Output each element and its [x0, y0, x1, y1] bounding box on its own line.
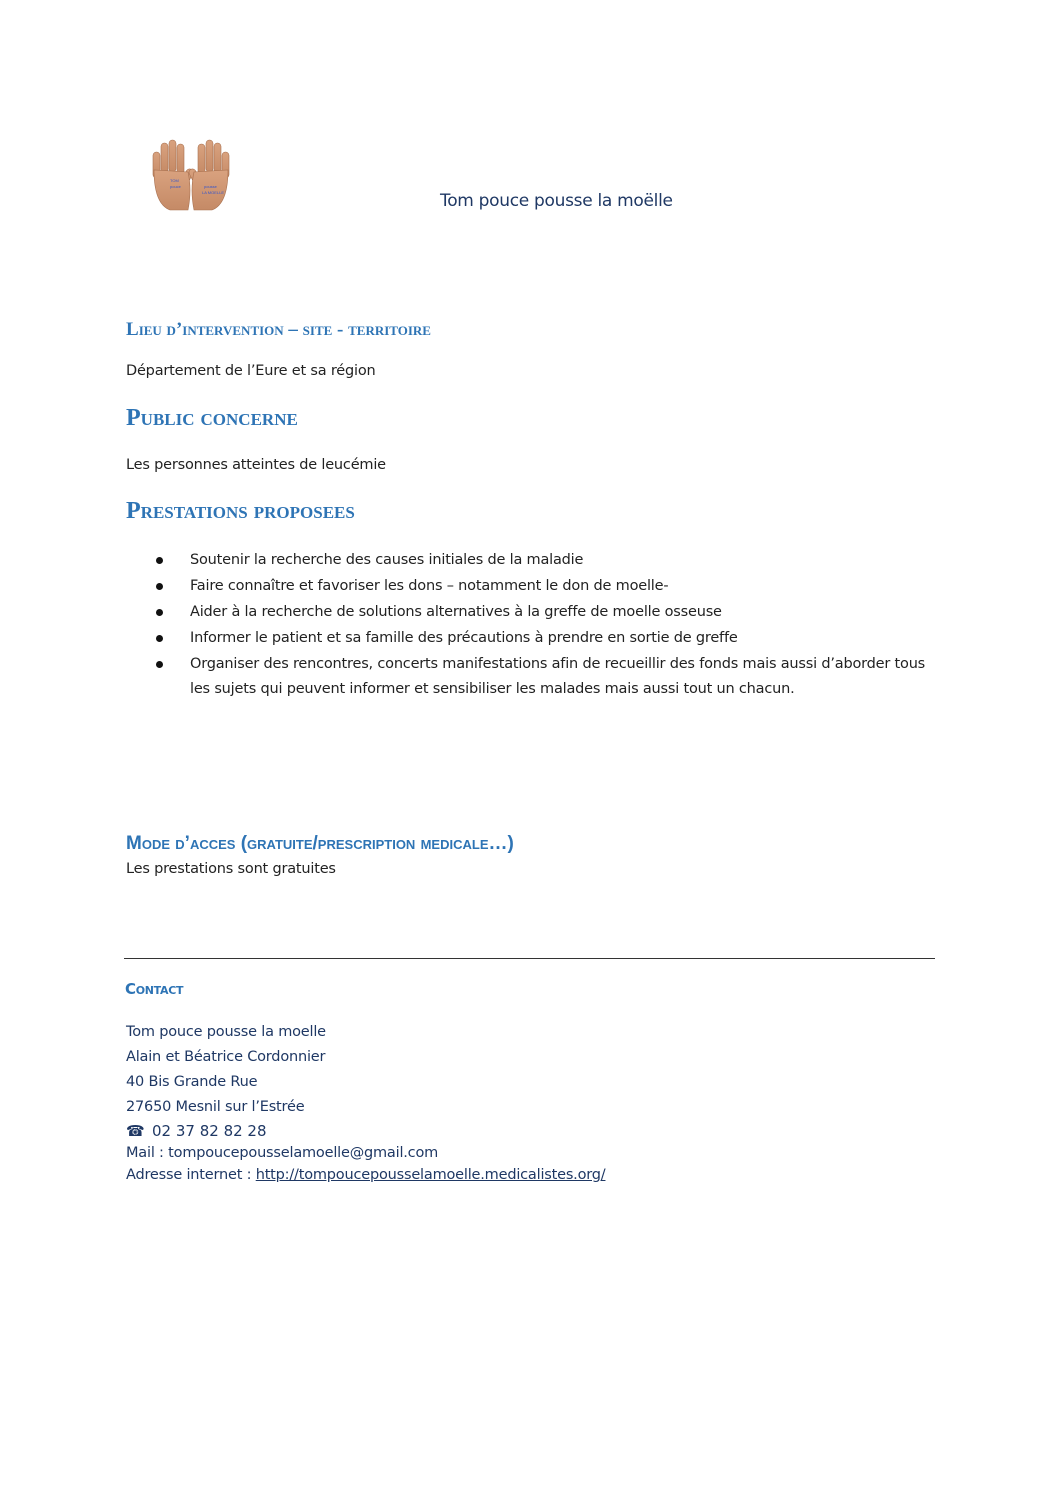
bullet-icon — [156, 635, 163, 642]
list-item: Aider à la recherche de solutions alternatives à la greffe de moelle osseuse — [126, 600, 946, 625]
hands-logo-icon — [150, 138, 232, 212]
contact-mail[interactable]: Mail : tompoucepousselamoelle@gmail.com — [126, 1145, 439, 1161]
website-label: Adresse internet : — [126, 1167, 256, 1183]
bullet-icon — [156, 661, 163, 668]
contact-website — [126, 1167, 605, 1183]
list-item: Soutenir la recherche des causes initiales de la maladie — [126, 548, 946, 573]
contact-street: 40 Bis Grande Rue — [126, 1074, 258, 1090]
phone-number[interactable]: 02 37 82 82 28 — [152, 1122, 267, 1140]
public-text: Les personnes atteintes de leucémie — [126, 457, 386, 473]
list-item: Organiser des rencontres, concerts manifestations afin de recueillir des fonds mais aussi d’aborder tous les sujets qui peuvent informer et sensibiliser les malades mais aussi tout un chacun. — [126, 652, 946, 702]
phone-icon: ☎ — [126, 1122, 145, 1140]
heading-prestations: Prestations proposees — [126, 498, 355, 524]
section-divider — [124, 958, 935, 959]
heading-lieu: Lieu d’intervention – site - territoire — [126, 319, 431, 340]
website-link[interactable]: http://tompoucepousselamoelle.medicalistes.org/ — [255, 1167, 606, 1183]
heading-contact: Contact — [125, 980, 184, 998]
acces-text: Les prestations sont gratuites — [126, 861, 336, 877]
contact-city: 27650 Mesnil sur l’Estrée — [126, 1099, 305, 1115]
heading-acces: Mode d’acces (gratuite/prescription medicale…) — [126, 833, 514, 854]
contact-names: Alain et Béatrice Cordonnier — [126, 1049, 326, 1065]
list-item: Faire connaître et favoriser les dons – notamment le don de moelle- — [126, 574, 946, 599]
bullet-icon — [156, 583, 163, 590]
contact-phone — [126, 1122, 267, 1140]
prestations-list — [126, 548, 946, 703]
heading-public: Public concerne — [126, 405, 298, 431]
logo-text-right-1: pousse — [204, 184, 217, 189]
bullet-icon — [156, 609, 163, 616]
lieu-text: Département de l’Eure et sa région — [126, 363, 376, 379]
logo-text-left-2: pouce — [170, 184, 181, 189]
logo-text-left-1: TOM — [170, 178, 179, 183]
list-item: Informer le patient et sa famille des précautions à prendre en sortie de greffe — [126, 626, 946, 651]
document-title: Tom pouce pousse la moëlle — [440, 191, 673, 211]
bullet-icon — [156, 557, 163, 564]
logo-text-right-2: LA MOELLE — [202, 190, 225, 195]
contact-organization: Tom pouce pousse la moelle — [126, 1024, 326, 1040]
